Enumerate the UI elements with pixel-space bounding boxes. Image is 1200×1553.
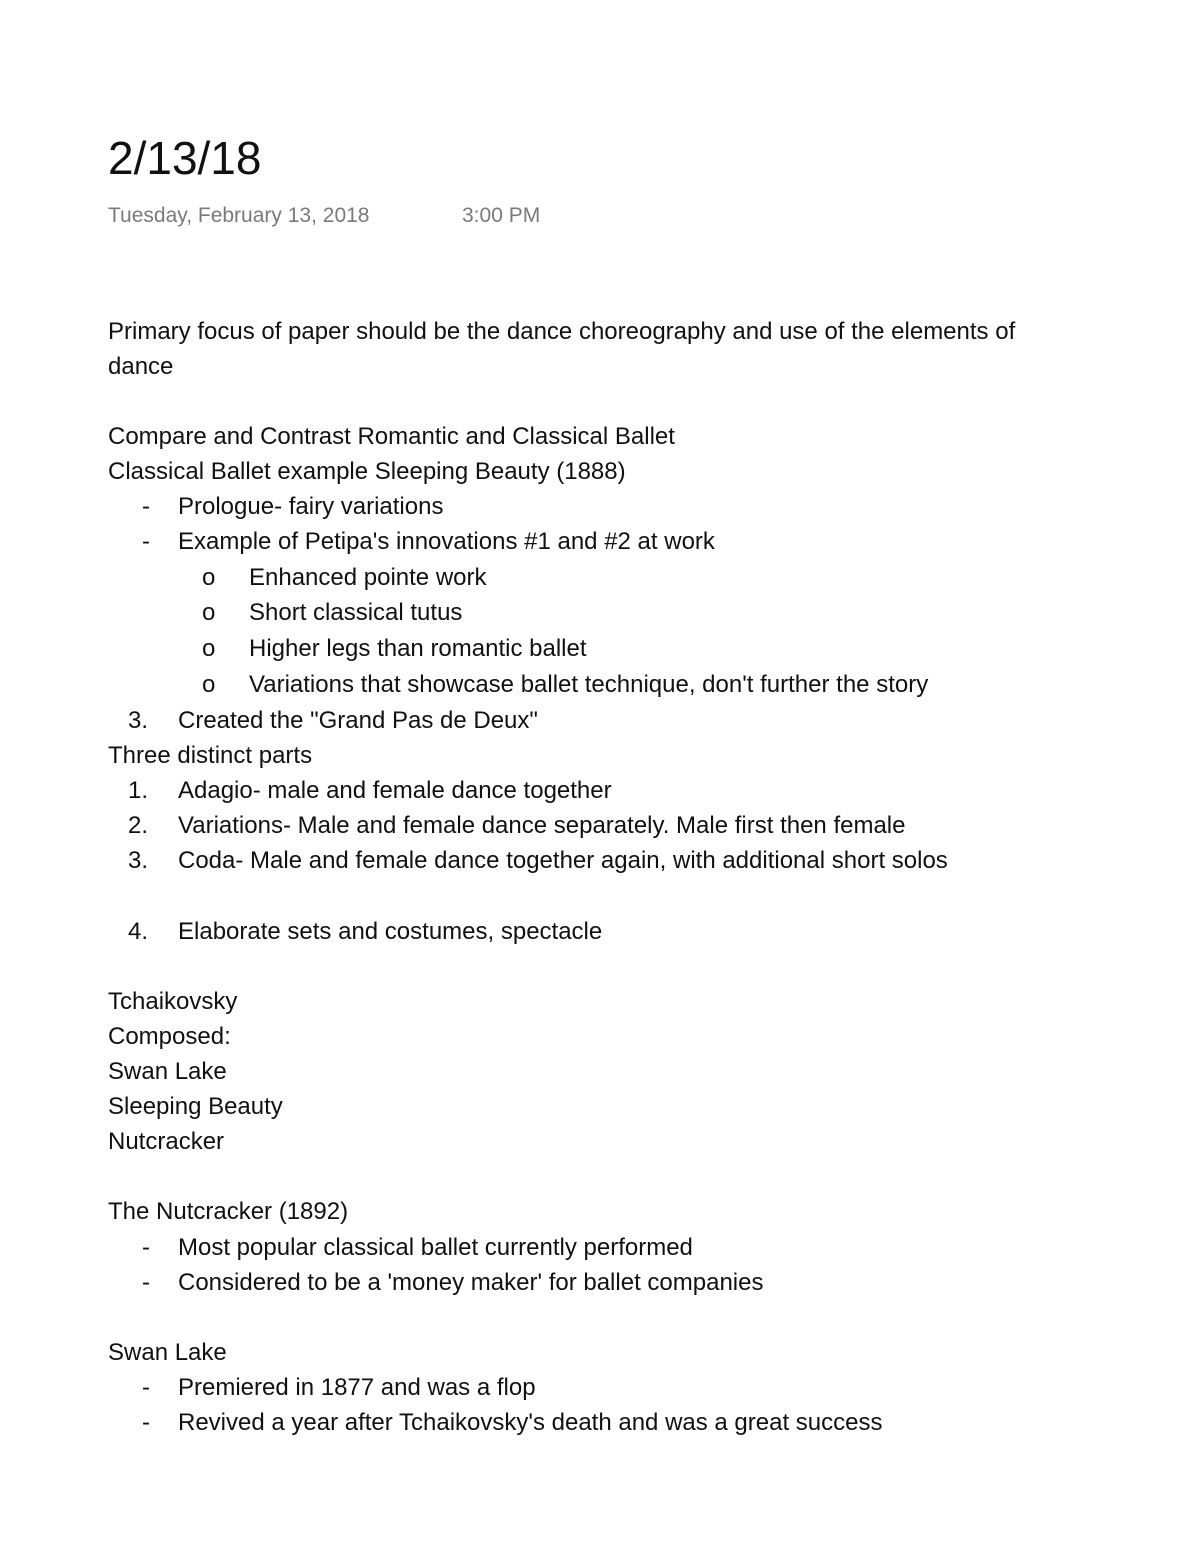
note-title: 2/13/18 (108, 132, 262, 184)
classical-example-heading: Classical Ballet example Sleeping Beauty (1888) (108, 458, 626, 485)
list-number: 4. (128, 918, 149, 945)
list-bullet-circle: o (202, 599, 216, 626)
note-date: Tuesday, February 13, 2018 (108, 204, 370, 227)
list-item: Created the "Grand Pas de Deux" (178, 707, 538, 734)
list-bullet-dash: - (142, 1409, 150, 1436)
list-item: Adagio- male and female dance together (178, 777, 612, 804)
list-item: Coda- Male and female dance together again, with additional short solos (178, 847, 948, 874)
composition-item: Nutcracker (108, 1128, 225, 1155)
list-item: Premiered in 1877 and was a flop (178, 1374, 536, 1401)
intro-line-2: dance (108, 353, 174, 380)
list-item: Most popular classical ballet currently performed (178, 1234, 693, 1261)
list-item: Considered to be a 'money maker' for ballet companies (178, 1269, 764, 1296)
composition-item: Sleeping Beauty (108, 1093, 283, 1120)
list-item: Example of Petipa's innovations #1 and #2 at work (178, 528, 715, 555)
intro-line-1: Primary focus of paper should be the dance choreography and use of the elements of (108, 318, 1016, 345)
tchaikovsky-heading: Tchaikovsky (108, 988, 238, 1015)
list-number: 3. (128, 707, 149, 734)
list-item: Revived a year after Tchaikovsky's death and was a great success (178, 1409, 883, 1436)
list-item: Prologue- fairy variations (178, 493, 444, 520)
note-timestamp (108, 201, 541, 231)
compare-heading: Compare and Contrast Romantic and Classical Ballet (108, 423, 675, 450)
note-time: 3:00 PM (462, 204, 541, 227)
list-item: Variations- Male and female dance separately. Male first then female (178, 812, 906, 839)
composition-item: Swan Lake (108, 1058, 227, 1085)
parts-heading: Three distinct parts (108, 742, 313, 769)
list-item: Enhanced pointe work (249, 564, 487, 591)
list-bullet-dash: - (142, 1269, 150, 1296)
list-bullet-circle: o (202, 564, 216, 591)
list-number: 1. (128, 777, 149, 804)
list-bullet-dash: - (142, 1234, 150, 1261)
list-item: Short classical tutus (249, 599, 463, 626)
list-item: Elaborate sets and costumes, spectacle (178, 918, 603, 945)
list-item: Higher legs than romantic ballet (249, 635, 587, 662)
composed-label: Composed: (108, 1023, 231, 1050)
list-number: 3. (128, 847, 149, 874)
swanlake-heading: Swan Lake (108, 1339, 227, 1366)
list-number: 2. (128, 812, 149, 839)
list-item: Variations that showcase ballet technique, don't further the story (249, 671, 929, 698)
list-bullet-dash: - (142, 493, 150, 520)
list-bullet-dash: - (142, 1374, 150, 1401)
nutcracker-heading: The Nutcracker (1892) (108, 1198, 349, 1225)
list-bullet-dash: - (142, 528, 150, 555)
list-bullet-circle: o (202, 635, 216, 662)
list-bullet-circle: o (202, 671, 216, 698)
